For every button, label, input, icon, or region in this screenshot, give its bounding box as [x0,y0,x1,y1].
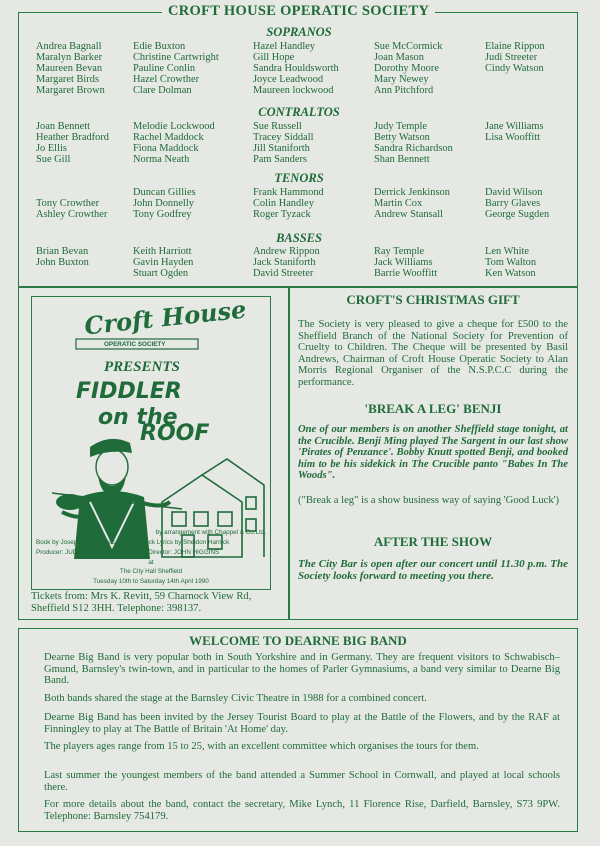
cast-member-name: Judy Temple [374,121,428,132]
cast-column [133,42,219,96]
christmas-heading: CROFT'S CHRISTMAS GIFT [346,292,520,307]
cast-member-name: Sandra Houldsworth [253,62,339,74]
cast-member-name: Maureen lockwood [253,84,334,96]
cast-member-name: Rachel Maddock [133,131,204,143]
christmas-text: The Society is very pleased to give a cheque for £500 to the Sheffield Branch of the National Society for Prevention of Cruelty to Children. The Cheque will be presented by Basil Andrews, Chairman of Croft House Operatic Society to Alan Morris Regional Organiser of the N.S.P.C.C during the performance. [298,319,568,388]
cast-member-name: Martin Cox [374,197,423,209]
cast-member-name: Sue Gill [36,153,71,165]
presents-text: PRESENTS [104,359,180,375]
cast-member-name: Derrick Jenkinson [374,187,450,198]
show-title-line1: FIDDLER [76,379,182,404]
cast-member-name: Lisa Wooffitt [485,131,541,143]
cast-column [485,188,549,221]
cast-member-name: Clare Dolman [133,84,192,96]
cast-member-name: Maureen Bevan [36,62,103,74]
show-title-line2: on the [98,405,178,430]
cast-member-name: Frank Hammond [253,187,324,198]
cast-member-name: Elaine Rippon [485,41,545,52]
logo-subtitle: OPERATIC SOCIETY [104,341,166,348]
credits-text: Book by Joseph Stein Music by Jerry Bock Lyrics by Sheldon Harnick [36,539,230,546]
after-show-heading: AFTER THE SHOW [373,534,493,549]
cast-member-name: Len White [485,246,529,257]
cast-column [133,188,196,221]
cast-member-name: Roger Tyzack [253,208,311,220]
cast-column [36,247,89,269]
cast-member-name: Betty Watson [374,131,430,143]
cast-member-name: Tracey Siddall [253,131,314,143]
cast-member-name: Sue Russell [253,121,302,132]
cast-member-name: Hazel Handley [253,41,316,52]
cast-member-name: Ann Pitchford [374,84,434,96]
cast-member-name: Mary Newey [374,73,429,85]
dearne-para-6: For more details about the band, contact the secretary, Mike Lynch, 11 Florence Rise, Darfield, Barnsley, S73 9PW. Telephone: Barnsley 754179. [44,799,560,822]
cast-column [133,122,215,166]
cast-member-name: Jack Staniforth [253,256,316,268]
cast-column [36,42,105,96]
cast-member-name: Keith Harriott [133,246,192,257]
cast-member-name: Christine Cartwright [133,51,219,63]
dates-text: Tuesday 10th to Saturday 14th April 1990 [93,578,209,585]
cast-list-box [18,3,578,288]
cast-column [253,42,339,96]
cast-member-name: Ray Temple [374,246,425,257]
cast-member-name: John Donnelly [133,197,194,209]
cast-member-name: David Streeter [253,267,314,279]
cast-member-name: Barry Glaves [485,197,541,209]
cast-member-name: Pam Sanders [253,153,307,165]
cast-member-name: Edie Buxton [133,41,186,52]
cast-member-name: Dorothy Moore [374,62,439,74]
cast-column [253,247,320,280]
dearne-heading: WELCOME TO DEARNE BIG BAND [189,633,407,648]
cast-member-name: Tony Crowther [36,197,100,209]
cast-member-name: Jo Ellis [36,142,67,154]
cast-member-name: Melodie Lockwood [133,121,215,132]
show-title-line3: ROOF [140,421,210,446]
cast-member-name: Judi Streeter [485,51,538,63]
dearne-para-2: Both bands shared the stage at the Barnsley Civic Theatre in 1988 for a combined concert. [44,693,427,704]
venue-text: The City Hall Sheffield [119,568,183,575]
cast-member-name: Jane Williams [485,121,544,132]
cast-member-name: Ashley Crowther [36,208,108,220]
cast-member-name: Fiona Maddock [133,142,199,154]
cast-member-name: Joyce Leadwood [253,73,324,85]
cast-member-name: Sandra Richardson [374,142,453,154]
cast-member-name: Margaret Birds [36,73,100,85]
dearne-para-1: Dearne Big Band is very popular both in South Yorkshire and in Germany. They are frequent visitors to Schwabisch–Gmund, Barnsley's twin-town, and in particular to the homes of Parler Gymnasiums, a band very similar to Dearne Big Band. [44,652,560,687]
cast-member-name: Jack Williams [374,256,433,268]
cast-member-name: Heather Bradford [36,131,109,143]
cast-column [485,247,536,280]
benji-heading: 'BREAK A LEG' BENJI [364,401,502,416]
benji-text: One of our members is on another Sheffield stage tonight, at the Crucible. Benji Ming played The Sargent in our last show 'Pirates of Penzance'. Bobby Knutt spotted Benji, and booked him to be his sidekick in The Crucible panto "Babes In The Woods". [298,424,568,482]
section-heading-sopranos: SOPRANOS [266,25,332,39]
cast-member-name: Joan Mason [374,51,424,63]
arrangement-text: by arrangement with Chappel & Co.Ltd. [155,529,266,536]
section-heading-tenors: TENORS [274,171,324,185]
after-show-text: The City Bar is open after our concert until 11.30 p.m. The Society looks forward to meeting you there. [298,558,568,583]
cast-member-name: David Wilson [485,187,543,198]
cast-member-name: Andrew Stansall [374,208,443,220]
cast-column [253,122,314,166]
cast-column [36,188,107,221]
cast-member-name: Ken Watson [485,267,536,279]
cast-member-name: Colin Handley [253,197,314,209]
dearne-para-3: Dearne Big Band has been invited by the Jersey Tourist Board to play at the Battle of the Flowers, and by the RAF at Finningley to play at The Battle of Britain 'At Home' day. [44,712,560,735]
cast-member-name: Stuart Ogden [133,267,189,279]
cast-column [374,122,453,166]
cast-member-name: Sue McCormick [374,41,443,52]
society-title: CROFT HOUSE OPERATIC SOCIETY [162,3,435,20]
cast-member-name: Jill Staniforth [253,142,310,154]
cast-column [374,188,450,221]
section-heading-basses: BASSES [276,231,322,245]
benji-note: ("Break a leg" is a show business way of saying 'Good Luck') [298,495,560,506]
section-heading-contraltos: CONTRALTOS [258,105,340,119]
cast-member-name: Gill Hope [253,51,295,63]
producer-text: Producer: JUDITH SILVESTER Musical Director: JOHN HIGGINS [36,549,220,556]
cast-member-name: Tony Godfrey [133,208,192,220]
cast-member-name: Barrie Wooffitt [374,267,438,279]
cast-member-name: Hazel Crowther [133,73,200,85]
cast-member-name: Norma Neath [133,153,190,165]
tickets-text: Tickets from: Mrs K. Revitt, 59 Charnock View Rd, Sheffield S12 3HH. Telephone: 398137. [31,591,252,614]
cast-column [485,122,544,144]
cast-member-name: Shan Bennett [374,153,430,165]
cast-member-name: Gavin Hayden [133,256,194,268]
cast-member-name: Cindy Watson [485,62,544,74]
cast-member-name: Brian Bevan [36,246,89,257]
cast-column [374,42,442,96]
cast-column [36,122,109,166]
at-text: at [148,559,154,566]
cast-member-name: Tom Walton [485,256,537,268]
cast-member-name: Andrew Rippon [253,246,320,257]
cast-member-name: Andrea Bagnall [36,41,102,52]
dearne-para-5: Last summer the youngest members of the band attended a Summer School in Cornwall, and played at local schools there. [44,770,560,793]
cast-column [485,42,545,75]
cast-member-name: Maralyn Barker [36,51,103,63]
cast-member-name: Pauline Conlin [133,62,196,74]
logo-text: Croft House [82,294,248,341]
cast-member-name: Duncan Gillies [133,187,196,198]
cast-column [133,247,193,280]
cast-member-name: Joan Bennett [36,121,90,132]
cast-column [253,188,324,221]
dearne-para-4: The players ages range from 15 to 25, with an excellent committee which organises the tours for them. [44,741,479,752]
cast-column [374,247,437,280]
cast-member-name: George Sugden [485,208,550,220]
cast-member-name: Margaret Brown [36,84,105,96]
show-poster [31,296,271,590]
cast-member-name: John Buxton [36,256,89,268]
